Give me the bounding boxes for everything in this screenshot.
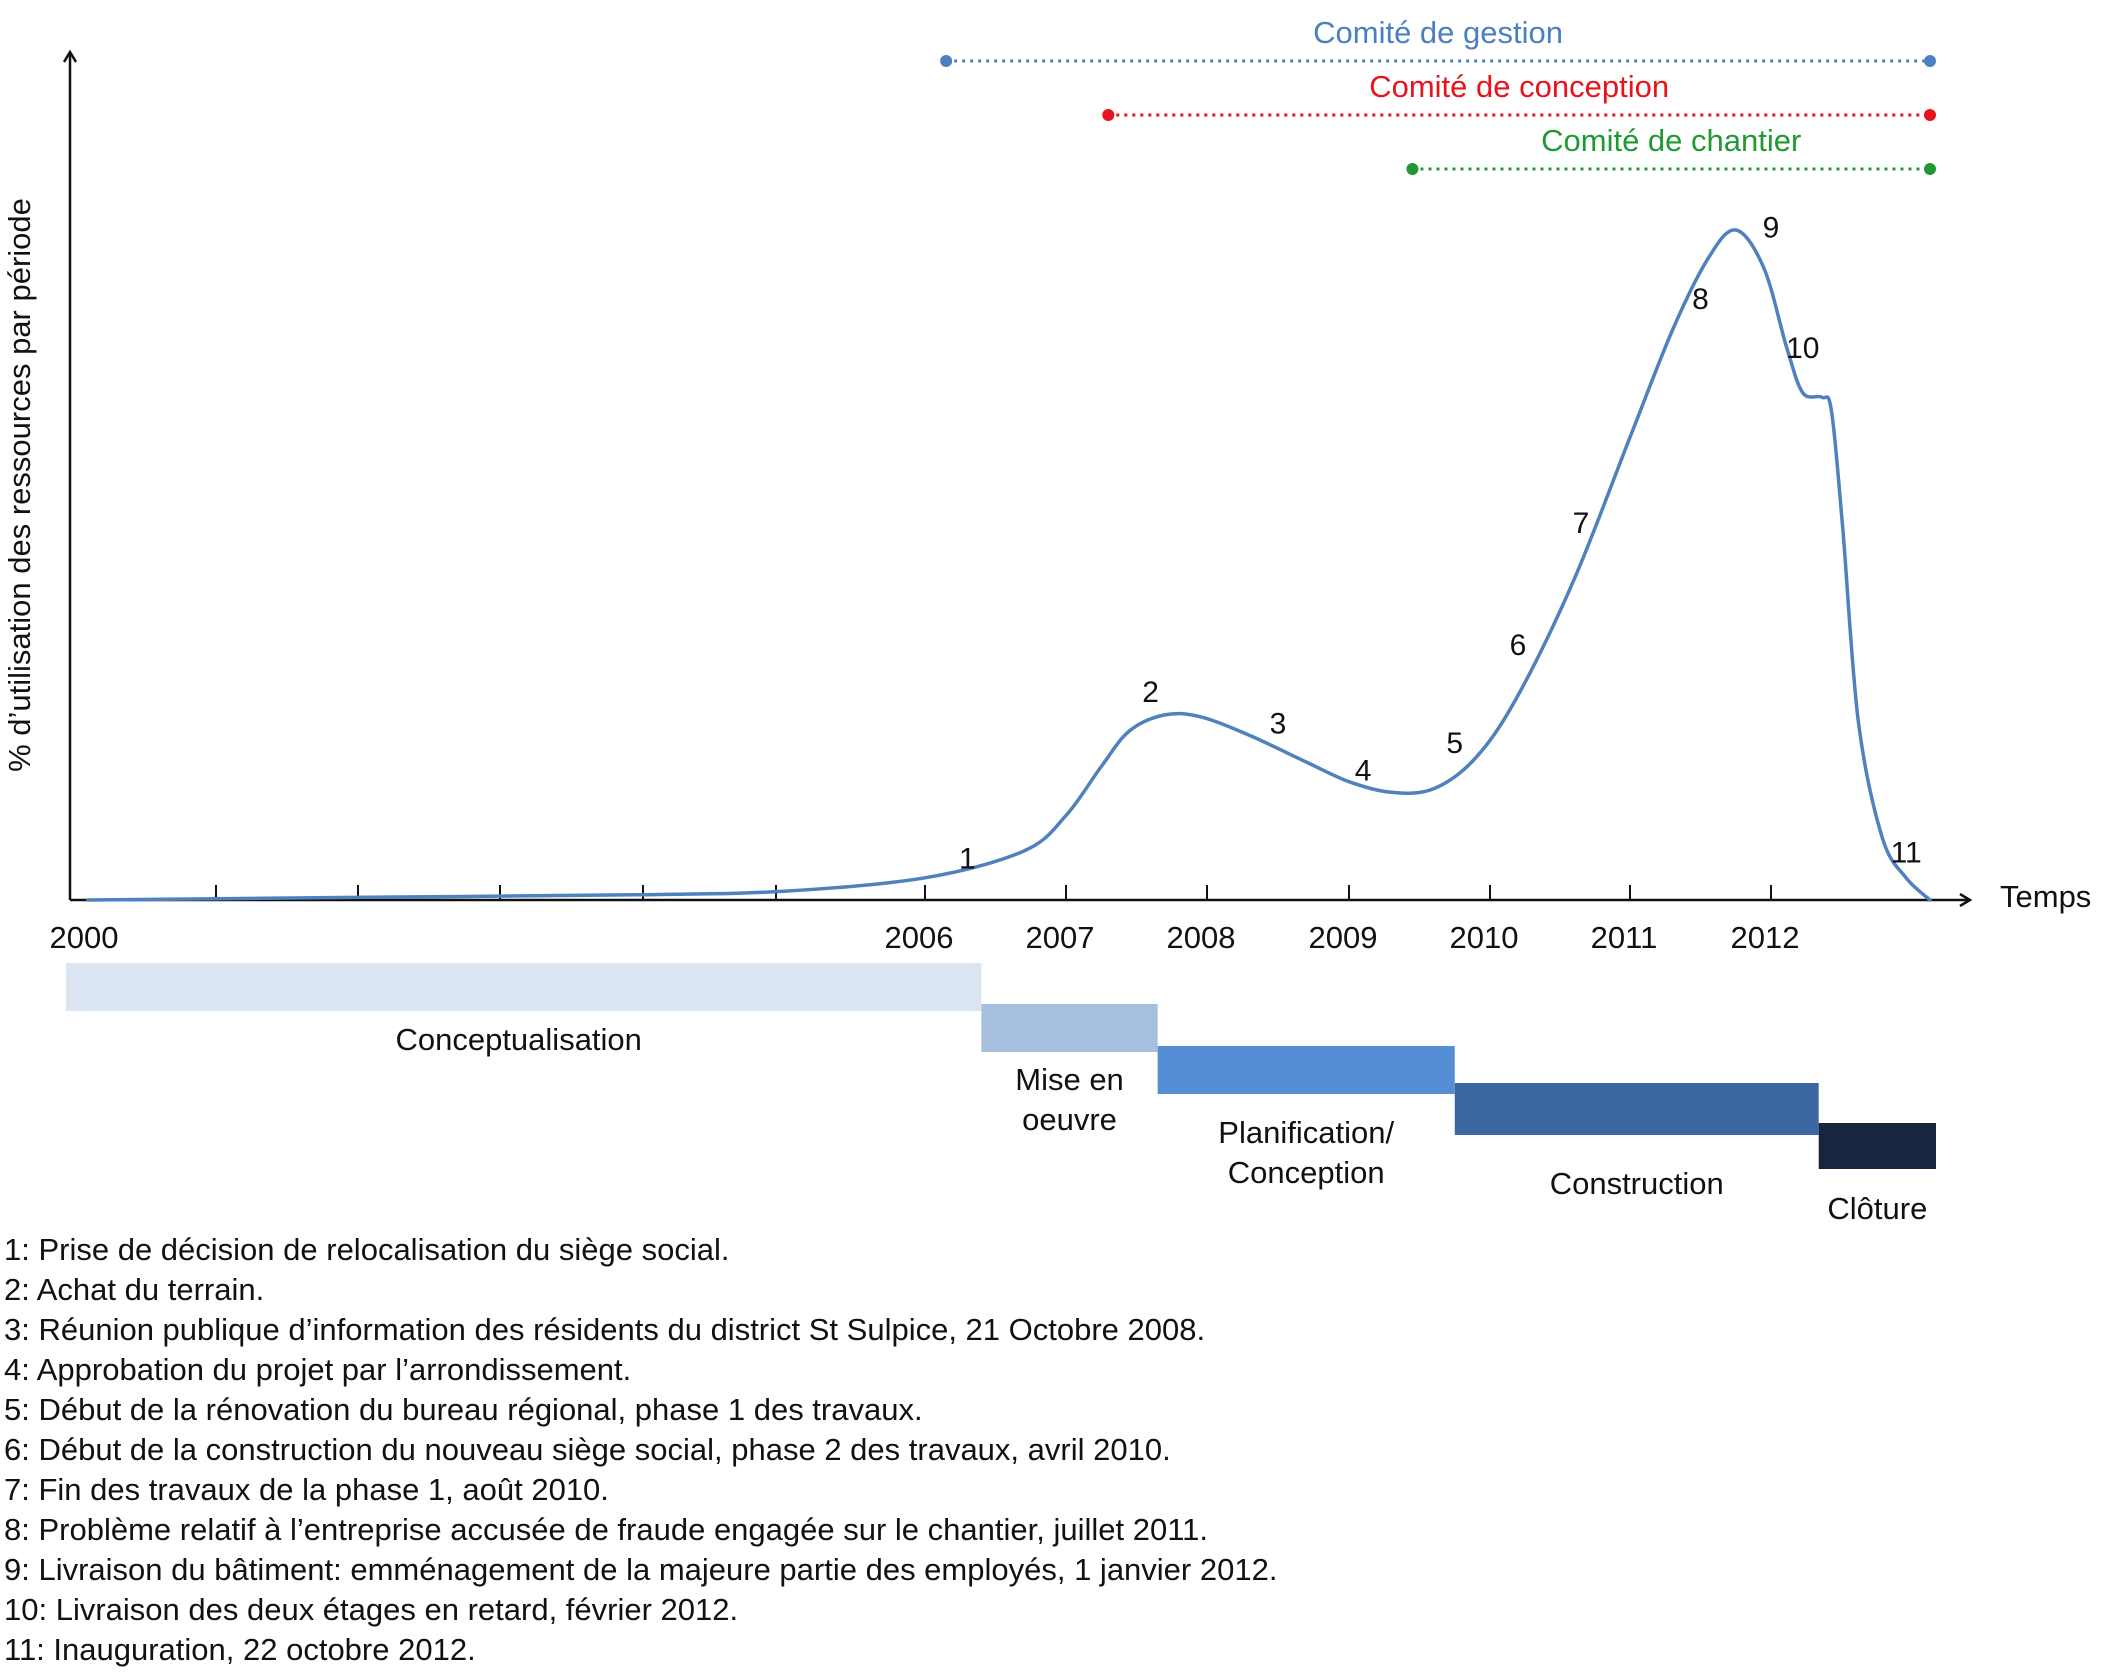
milestone-note: 8: Problème relatif à l’entreprise accusée de fraude engagée sur le chantier, juillet 2011.: [4, 1512, 1208, 1547]
phase-bar: [1158, 1046, 1455, 1094]
milestone-label: 11: [1890, 836, 1922, 870]
milestone-note: 1: Prise de décision de relocalisation du siège social.: [4, 1232, 730, 1267]
phase-bar: [1455, 1083, 1819, 1135]
phase-bar: [1819, 1123, 1936, 1169]
milestone-label: 3: [1269, 707, 1287, 741]
milestone-label: 9: [1762, 211, 1780, 245]
committee-end-dot: [1924, 163, 1936, 175]
x-axis-label: Temps: [2000, 879, 2092, 914]
milestone-note: 3: Réunion publique d’information des résidents du district St Sulpice, 21 Octobre 2008.: [4, 1312, 1206, 1347]
milestone-label: 6: [1509, 629, 1527, 663]
milestone-label: 1: [958, 842, 976, 876]
milestone-label: 5: [1446, 726, 1464, 760]
milestone-label: 4: [1354, 754, 1372, 788]
milestone-note: 11: Inauguration, 22 octobre 2012.: [4, 1632, 476, 1667]
x-tick-label: 2012: [1730, 920, 1800, 955]
phase-label: Mise en: [1015, 1062, 1124, 1097]
committee-label: Comité de conception: [1369, 69, 1670, 104]
y-axis-label: % d’utilisation des ressources par période: [2, 198, 37, 772]
milestone-label: 2: [1142, 676, 1159, 710]
milestone-note: 9: Livraison du bâtiment: emménagement de la majeure partie des employés, 1 janvier 2012.: [4, 1552, 1278, 1587]
phase-bar: [981, 1004, 1157, 1052]
milestone-note: 10: Livraison des deux étages en retard, février 2012.: [4, 1592, 739, 1627]
milestone-label: 8: [1692, 282, 1709, 316]
phase-bar: [66, 963, 981, 1011]
committee-start-dot: [940, 55, 952, 67]
committee-end-dot: [1924, 55, 1936, 67]
phase-label: Clôture: [1827, 1191, 1928, 1226]
milestone-note: 2: Achat du terrain.: [4, 1272, 265, 1307]
committee-label: Comité de chantier: [1541, 123, 1802, 158]
committee-start-dot: [1406, 163, 1418, 175]
x-tick-label: 2011: [1590, 920, 1658, 955]
milestone-note: 6: Début de la construction du nouveau siège social, phase 2 des travaux, avril 2010.: [4, 1432, 1171, 1467]
milestone-note: 7: Fin des travaux de la phase 1, août 2010.: [4, 1472, 609, 1507]
x-tick-label: 2008: [1166, 920, 1236, 955]
milestone-note: 4: Approbation du projet par l’arrondissement.: [4, 1352, 632, 1387]
milestone-note: 5: Début de la rénovation du bureau régional, phase 1 des travaux.: [4, 1392, 923, 1427]
x-tick-label: 2009: [1308, 920, 1378, 955]
milestone-label: 7: [1572, 507, 1590, 541]
committee-start-dot: [1102, 109, 1114, 121]
milestone-notes: [4, 1230, 1277, 1670]
phase-label: Conception: [1227, 1155, 1385, 1190]
x-tick-label: 2010: [1449, 920, 1519, 955]
milestone-label: 10: [1786, 331, 1820, 365]
x-tick-label: 2000: [49, 920, 119, 955]
x-tick-label: 2007: [1025, 920, 1095, 955]
committee-end-dot: [1924, 109, 1936, 121]
x-tick-label: 2006: [884, 920, 954, 955]
phase-label: Construction: [1549, 1166, 1724, 1201]
phase-label: Conceptualisation: [395, 1022, 642, 1057]
committee-label: Comité de gestion: [1313, 15, 1564, 50]
resource-usage-line: [88, 230, 1930, 900]
phase-label: Planification/: [1218, 1115, 1395, 1150]
phase-label: oeuvre: [1022, 1102, 1117, 1137]
